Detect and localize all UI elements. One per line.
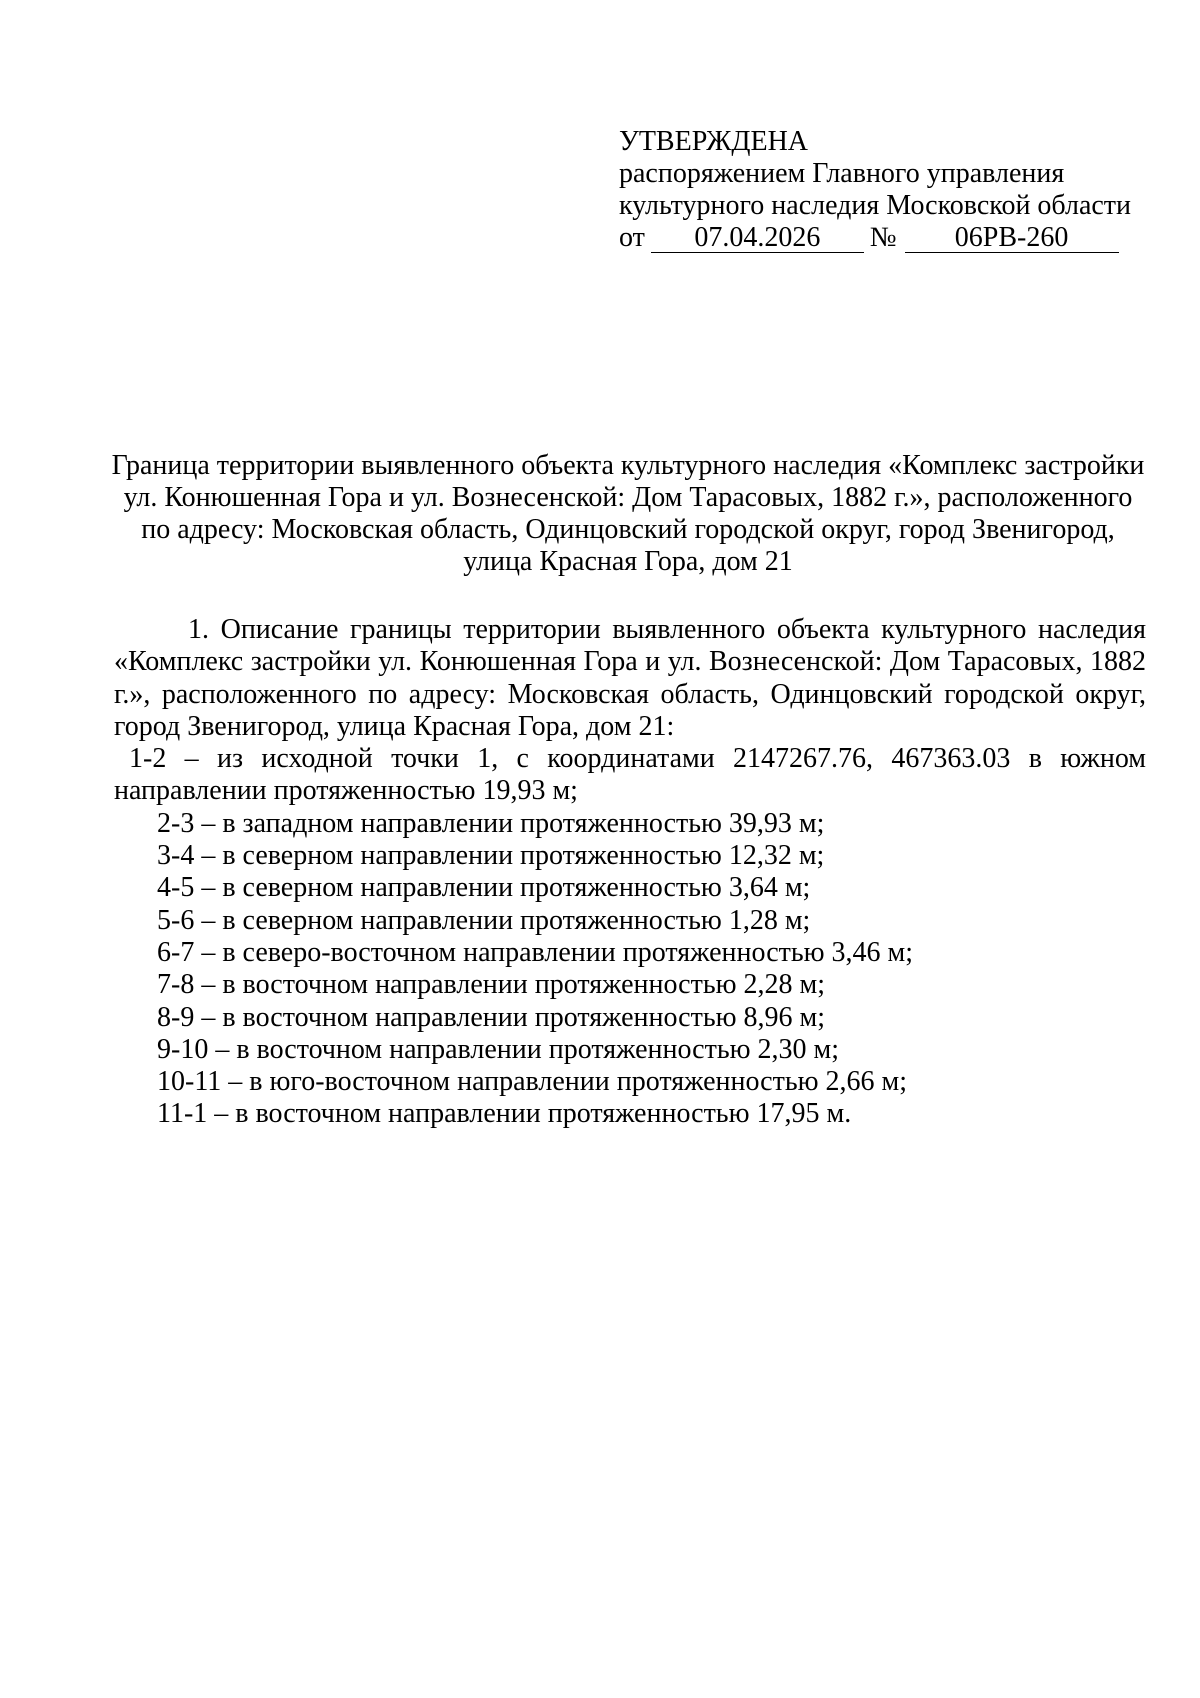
approval-date-row xyxy=(619,222,1139,254)
segment-3-4: 3-4 – в северном направлении протяженностью 12,32 м; xyxy=(157,840,825,872)
segment-1-2: 1-2 – из исходной точки 1, с координатами 2147267.76, 467363.03 в южном направлении протяженностью 19,93 м; xyxy=(114,743,1146,807)
segment-5-6: 5-6 – в северном направлении протяженностью 1,28 м; xyxy=(157,904,811,936)
document-title: Граница территории выявленного объекта культурного наследия «Комплекс застройки ул. Конюшенная Гора и ул. Вознесенской: Дом Тарасовых, 1882 г.», расположенного по адресу: Московская область, Одинцовский городской округ, город Звенигород, улица Красная Гора, дом 21 xyxy=(111,450,1145,577)
boundary-description xyxy=(114,614,1146,1131)
approval-number: 06РВ-260 xyxy=(905,224,1119,253)
approval-line-1: распоряжением Главного управления xyxy=(619,158,1065,189)
approval-block xyxy=(619,126,1139,254)
segment-9-10: 9-10 – в восточном направлении протяженностью 2,30 м; xyxy=(157,1033,840,1065)
approval-status: УТВЕРЖДЕНА xyxy=(619,126,809,157)
segment-4-5: 4-5 – в северном направлении протяженностью 3,64 м; xyxy=(157,872,811,904)
section-1-intro: 1. Описание границы территории выявленного объекта культурного наследия «Комплекс застройки ул. Конюшенная Гора и ул. Вознесенской: Дом Тарасовых, 1882 г.», расположенного по адресу: Московская область, Одинцовский городской округ, город Звенигород, улица Красная Гора, дом 21: xyxy=(114,614,1146,742)
segment-10-11: 10-11 – в юго-восточном направлении протяженностью 2,66 м; xyxy=(157,1066,908,1098)
date-prefix: от xyxy=(619,222,645,253)
approval-line-2: культурного наследия Московской области xyxy=(619,190,1132,221)
segment-11-1: 11-1 – в восточном направлении протяженностью 17,95 м. xyxy=(157,1098,852,1130)
number-label: № xyxy=(869,222,897,253)
segment-2-3: 2-3 – в западном направлении протяженностью 39,93 м; xyxy=(157,807,825,839)
segment-6-7: 6-7 – в северо-восточном направлении протяженностью 3,46 м; xyxy=(157,936,914,968)
segment-7-8: 7-8 – в восточном направлении протяженностью 2,28 м; xyxy=(157,969,826,1001)
segment-8-9: 8-9 – в восточном направлении протяженностью 8,96 м; xyxy=(157,1001,826,1033)
approval-date: 07.04.2026 xyxy=(651,224,864,253)
